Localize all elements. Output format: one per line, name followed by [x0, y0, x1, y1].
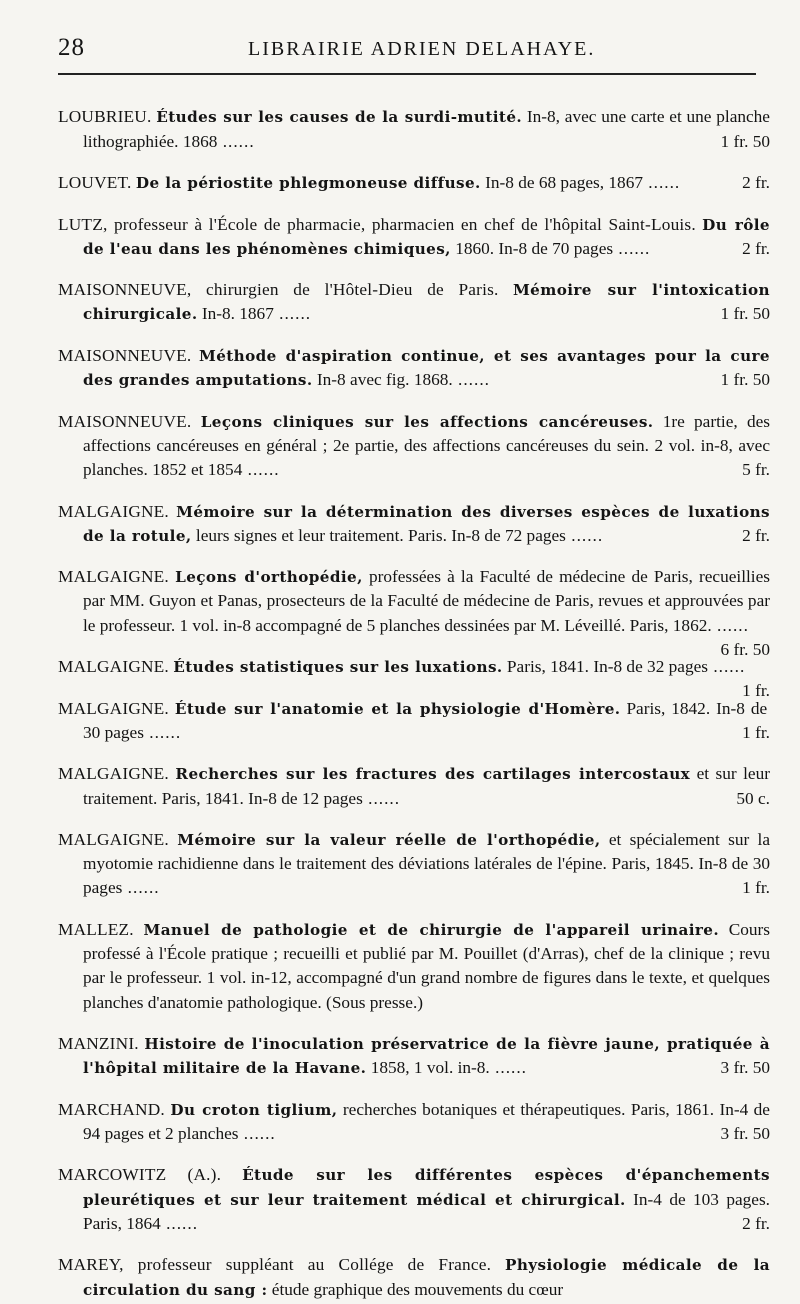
- entry-description: Paris, 1841. In-8 de 32 pages: [506, 657, 709, 677]
- entry-description: 1858, 1 vol. in-8.: [370, 1058, 490, 1078]
- entry-price: 1 fr. 50: [720, 131, 770, 151]
- entry-description: In-8, avec une carte et une planche lithographiée. 1868: [83, 107, 770, 151]
- entry-price: 1 fr. 50: [720, 370, 770, 390]
- entry-description: et spécialement sur la myotomie rachidienne dans le traitement des déviations latérales de l'épine. Paris, 1845. In-8 de 30 pages: [83, 830, 771, 898]
- dot-leader: ......: [143, 722, 182, 742]
- catalogue-entry: [58, 410, 770, 483]
- entry-description: Cours professé à l'École pratique ; recueilli et publié par M. Pouillet (d'Arras), chef de la clinique ; revu par le professeur. 1 vol. in-12, accompagné d'un grand nombre de figures dans le texte, et quelques planches d'anatomie pathologique. (Sous presse.): [83, 919, 771, 1012]
- entry-title: Physiologie médicale de la circulation du sang :: [83, 1256, 770, 1299]
- dot-leader: ......: [452, 370, 490, 390]
- dot-leader: ......: [489, 1058, 527, 1078]
- entry-author: MALGAIGNE.: [58, 698, 169, 718]
- entry-price: 2 fr.: [742, 1213, 770, 1233]
- entry-title: Mémoire sur l'intoxication chirurgicale.: [83, 281, 770, 324]
- entry-author: LUTZ, professeur à l'École de pharmacie, pharmacien en chef de l'hôpital Saint-Louis.: [58, 214, 696, 234]
- entry-price: 3 fr. 50: [720, 1123, 770, 1143]
- entry-author: LOUVET.: [58, 173, 132, 192]
- dot-leader: ......: [217, 131, 255, 151]
- entry-title: Manuel de pathologie et de chirurgie de l'appareil urinaire.: [143, 920, 720, 939]
- entry-title: Mémoire sur la détermination des diverses espèces de luxations de la rotule,: [83, 502, 770, 545]
- entry-author: MALGAIGNE.: [58, 657, 169, 677]
- entry-description: In-8. 1867: [201, 304, 274, 324]
- catalogue-entry: [58, 762, 770, 810]
- catalogue-entry: [58, 828, 770, 901]
- catalogue-entry: [58, 565, 770, 659]
- entry-author: MALLEZ.: [58, 919, 134, 939]
- catalogue-entry: [58, 918, 770, 1015]
- entry-author: MALGAIGNE.: [58, 764, 169, 784]
- entry-description: étude graphique des mouvements du cœur: [271, 1279, 564, 1299]
- entry-price: 1 fr.: [742, 878, 770, 898]
- entry-title: Études statistiques sur les luxations.: [173, 658, 503, 677]
- catalogue-entry: [58, 1032, 770, 1080]
- entry-author: MAREY, professeur suppléant au Collége de France.: [58, 1255, 492, 1275]
- entry-price: 2 fr.: [742, 173, 770, 192]
- page-header: [58, 34, 760, 68]
- entry-price: 2 fr.: [742, 238, 770, 258]
- entry-title: Méthode d'aspiration continue, et ses avantages pour la cure des grandes amputations.: [83, 346, 770, 390]
- entry-price: 5 fr.: [742, 460, 770, 480]
- entry-title: Leçons d'orthopédie,: [175, 568, 363, 587]
- catalogue-entries: [58, 88, 770, 1304]
- entry-author: MALGAIGNE.: [58, 567, 169, 587]
- catalogue-entry: [58, 655, 770, 701]
- entry-author: MANZINI.: [58, 1034, 139, 1054]
- entry-title: De la périostite phlegmoneuse diffuse.: [135, 174, 481, 192]
- entry-description: Paris, 1842. In-8 de 30 pages: [83, 698, 768, 742]
- entry-description: In-8 avec fig. 1868.: [316, 370, 453, 390]
- entry-description: 1860. In-8 de 70 pages: [455, 238, 614, 258]
- entry-title: Recherches sur les fractures des cartilages intercostaux: [175, 765, 691, 784]
- entry-description: professées à la Faculté de médecine de Paris, recueillies par MM. Guyon et Panas, prosecteurs de la Faculté de médecine de Paris, revues et approuvées par le professeur. 1 vol. in-8 accompagné de 5 planches dessinées par M. Léveillé. Paris, 1862.: [83, 567, 770, 635]
- entry-price: 6 fr. 50: [720, 639, 770, 659]
- entry-author: MALGAIGNE.: [58, 501, 169, 521]
- running-title: LIBRAIRIE ADRIEN DELAHAYE.: [248, 38, 596, 60]
- catalogue-entry: [58, 500, 770, 548]
- entry-description: leurs signes et leur traitement. Paris. In-8 de 72 pages: [195, 525, 566, 545]
- entry-title: Leçons cliniques sur les affections cancéreuses.: [200, 412, 654, 431]
- entry-title: Étude sur les différentes espèces d'épanchements pleurétiques et sur leur traitement médical et chirurgical.: [83, 1166, 770, 1209]
- entry-title: Histoire de l'inoculation préservatrice de la fièvre jaune, pratiquée à l'hôpital militaire de la Havane.: [83, 1035, 770, 1078]
- entry-author: MARCOWITZ (A.).: [58, 1165, 222, 1185]
- catalogue-entry: [58, 105, 770, 153]
- dot-leader: ......: [273, 304, 312, 324]
- entry-description: In-8 de 68 pages, 1867: [485, 173, 643, 192]
- entry-author: LOUBRIEU.: [58, 107, 152, 127]
- entry-author: MAISONNEUVE.: [58, 345, 192, 365]
- entry-title: Étude sur l'anatomie et la physiologie d'Homère.: [174, 699, 621, 718]
- entry-price: 1 fr.: [742, 681, 770, 701]
- entry-description: In-4 de 103 pages. Paris, 1864: [83, 1189, 771, 1233]
- entry-price: 3 fr. 50: [720, 1058, 770, 1078]
- catalogue-entry: [58, 213, 770, 261]
- entry-author: MAISONNEUVE.: [58, 411, 192, 431]
- dot-leader: ......: [613, 238, 651, 258]
- entry-title: Mémoire sur la valeur réelle de l'orthopédie,: [177, 831, 601, 850]
- entry-price: 50 c.: [736, 788, 770, 808]
- entry-price: 1 fr. 50: [720, 304, 770, 324]
- entry-price: 1 fr.: [742, 722, 770, 742]
- entry-author: MALGAIGNE.: [58, 830, 169, 850]
- dot-leader: ......: [708, 657, 746, 677]
- entry-description: et sur leur traitement. Paris, 1841. In-8 de 12 pages: [83, 764, 770, 808]
- catalogue-entry: [58, 278, 770, 326]
- entry-author: MARCHAND.: [58, 1099, 165, 1119]
- dot-leader: ......: [160, 1213, 199, 1233]
- catalogue-entry: [58, 697, 770, 745]
- catalogue-entry: [58, 1253, 770, 1301]
- header-rule: [58, 73, 756, 75]
- catalogue-entry: [58, 344, 770, 392]
- dot-leader: ......: [565, 525, 604, 545]
- dot-leader: ......: [642, 173, 681, 192]
- entry-author: MAISONNEUVE, chirurgien de l'Hôtel-Dieu de Paris.: [58, 280, 499, 300]
- entry-title: Études sur les causes de la surdi-mutité.: [156, 108, 523, 127]
- dot-leader: ......: [242, 460, 280, 480]
- dot-leader: ......: [238, 1123, 276, 1143]
- entry-description: 1re partie, des affections cancéreuses en général ; 2e partie, des affections cancéreuses du sein. 2 vol. in-8, avec planches. 1852 et 1854: [83, 411, 770, 480]
- catalogue-entry: [58, 171, 770, 195]
- dot-leader: ......: [362, 788, 401, 808]
- entry-title: Du rôle de l'eau dans les phénomènes chimiques,: [83, 215, 770, 258]
- entry-description: recherches botaniques et thérapeutiques. Paris, 1861. In-4 de 94 pages et 2 planches: [83, 1099, 770, 1143]
- page-number: 28: [58, 34, 85, 61]
- entry-title: Du croton tiglium,: [170, 1100, 338, 1119]
- dot-leader: ......: [711, 615, 749, 635]
- dot-leader: ......: [122, 878, 160, 898]
- catalogue-entry: [58, 1163, 770, 1236]
- catalogue-entry: [58, 1098, 770, 1146]
- entry-price: 2 fr.: [742, 525, 770, 545]
